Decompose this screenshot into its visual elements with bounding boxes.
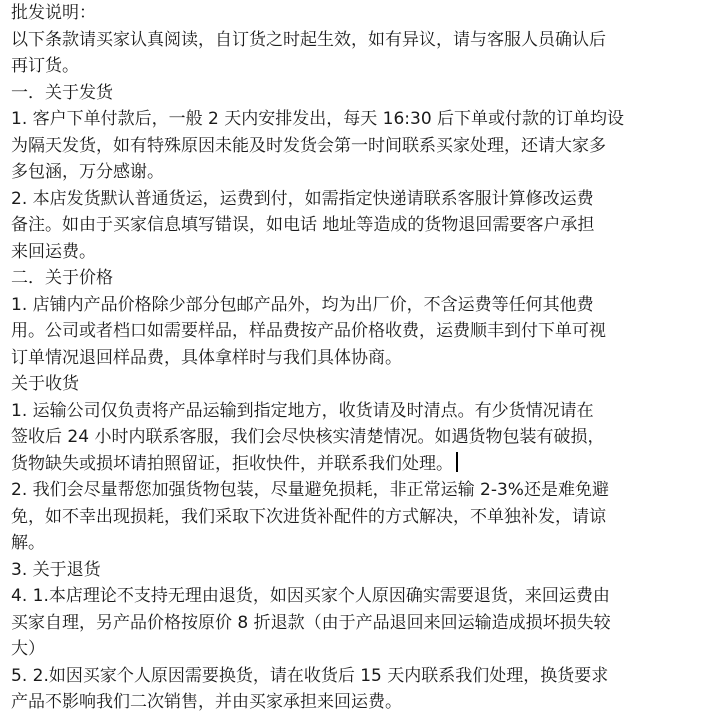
price-paragraph-line: 1. 店铺内产品价格除少部分包邮产品外，均为出厂价，不含运费等任何其他费 xyxy=(11,294,594,315)
receiving-paragraph-line: 签收后 24 小时内联系客服，我们会尽快核实清楚情况。如遇货物包装有破损， xyxy=(11,427,605,447)
receiving-paragraph-line: 解。 xyxy=(11,533,45,553)
shipping-paragraph-line: 来回运费。 xyxy=(11,241,96,262)
receiving-paragraph-line: 免，如不幸出现损耗，我们采取下次进货补配件的方式解决，不单独补发，请谅 xyxy=(11,506,606,527)
shipping-paragraph-line: 1. 客户下单付款后，一般 2 天内安排发出，每天 16:30 后下单或付款的订单均设 xyxy=(11,109,625,129)
section-heading-receiving: 关于收货 xyxy=(11,374,79,394)
receiving-paragraph-text: 货物缺失或损坏请拍照留证，拒收快件，并联系我们处理。 xyxy=(11,453,453,474)
price-paragraph-line: 用。公司或者档口如需要样品，样品费按产品价格收费，运费顺丰到付下单可视 xyxy=(11,321,606,341)
shipping-paragraph-line: 备注。如由于买家信息填写错误，如电话 地址等造成的货物退回需要客户承担 xyxy=(11,215,595,235)
returns-paragraph-line: 产品不影响我们二次销售，并由买家承担来回运费。 xyxy=(11,692,402,712)
intro-line: 再订货。 xyxy=(11,56,79,76)
returns-paragraph-line: 4. 1.本店理论不支持无理由退货，如因买家个人原因确实需要退货，来回运费由 xyxy=(11,586,610,606)
shipping-paragraph-line: 为隔天发货，如有特殊原因未能及时发货会第一时间联系买家处理，还请大家多 xyxy=(11,135,606,156)
section-heading-returns: 3. 关于退货 xyxy=(11,559,101,580)
document-title: 批发说明： xyxy=(11,3,96,23)
intro-line: 以下条款请买家认真阅读，自订货之时起生效，如有异议，请与客服人员确认后 xyxy=(11,29,606,50)
section-heading-shipping: 一．关于发货 xyxy=(11,82,113,103)
price-paragraph-line: 订单情况退回样品费，具体拿样时与我们具体协商。 xyxy=(11,347,402,368)
returns-paragraph-line: 5. 2.如因买家个人原因需要换货，请在收货后 15 天内联系我们处理，换货要求 xyxy=(11,665,609,686)
returns-paragraph-line: 大） xyxy=(11,639,45,659)
receiving-paragraph-line xyxy=(11,451,714,478)
receiving-paragraph-line: 1. 运输公司仅负责将产品运输到指定地方，收货请及时清点。有少货情况请在 xyxy=(11,400,594,421)
shipping-paragraph-line: 多包涵，万分感谢。 xyxy=(11,162,164,182)
text-cursor xyxy=(456,452,458,472)
shipping-paragraph-line: 2. 本店发货默认普通货运，运费到付，如需指定快递请联系客服计算修改运费 xyxy=(11,188,594,209)
section-heading-price: 二．关于价格 xyxy=(11,268,113,288)
receiving-paragraph-line: 2. 我们会尽量帮您加强货物包装，尽量避免损耗，非正常运输 2-3%还是难免避 xyxy=(11,480,609,500)
returns-paragraph-line: 买家自理，另产品价格按原价 8 折退款（由于产品退回来回运输造成损坏损失较 xyxy=(11,612,611,633)
